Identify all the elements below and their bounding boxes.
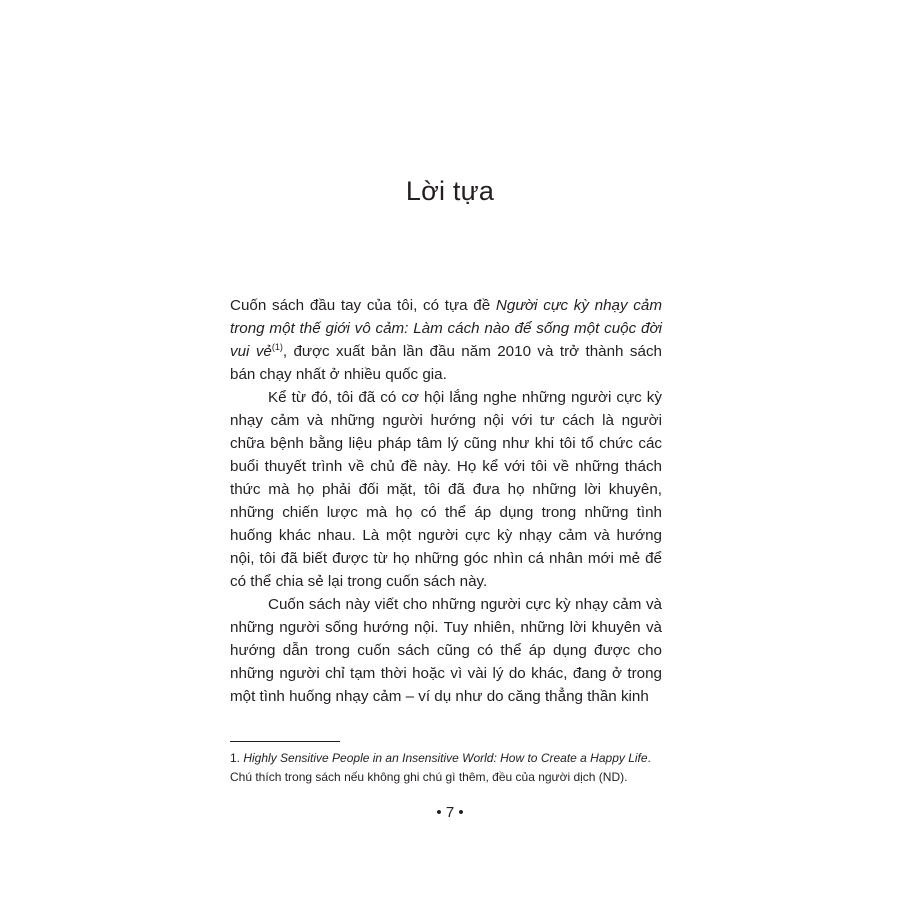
- paragraph-2: Kể từ đó, tôi đã có cơ hội lắng nghe những người cực kỳ nhạy cảm và những người hướng nội với tư cách là người chữa bệnh bằng liệu pháp tâm lý cũng như khi tôi tổ chức các buổi thuyết trình về chủ đề này. Họ kể với tôi về những thách thức mà họ phải đối mặt, tôi đã đưa họ những lời khuyên, những chiến lược mà họ có thể áp dụng trong những tình huống khác nhau. Là một người cực kỳ nhạy cảm và hướng nội, tôi đã biết được từ họ những góc nhìn cá nhân mới mẻ để có thể chia sẻ lại trong cuốn sách này.: [230, 389, 662, 590]
- paragraph-3: Cuốn sách này viết cho những người cực kỳ nhạy cảm và những người sống hướng nội. Tuy nhiên, những lời khuyên và hướng dẫn trong cuốn sách cũng có thể áp dụng được cho những người chỉ tạm thời hoặc vì vài lý do khác, đang ở trong một tình huống nhạy cảm – ví dụ như do căng thẳng thần kinh: [230, 596, 662, 705]
- footnote-line-2: Chú thích trong sách nếu không ghi chú gì thêm, đều của người dịch (ND).: [230, 770, 628, 784]
- footnote-english-title: Highly Sensitive People in an Insensitive World: How to Create a Happy Life: [243, 751, 648, 765]
- body-text: [230, 294, 662, 708]
- book-title-italic: Người cực kỳ nhạy cảm trong một thế giới vô cảm: Làm cách nào để sống một cuộc đời vui vẻ: [230, 297, 662, 360]
- footnote-divider: [230, 741, 340, 742]
- footnote-period: .: [647, 751, 651, 765]
- footnote-reference: (1): [271, 341, 283, 352]
- footnote-number: 1.: [230, 751, 244, 765]
- paragraph-1: [230, 294, 662, 386]
- page-number: • 7 •: [436, 804, 464, 821]
- footnote: [230, 749, 670, 787]
- paragraph-1-tail: , được xuất bản lần đầu năm 2010 và trở thành sách bán chạy nhất ở nhiều quốc gia.: [230, 343, 662, 383]
- footnote-line-1: [230, 749, 670, 768]
- paragraph-1-lead: Cuốn sách đầu tay của tôi, có tựa đề: [230, 297, 496, 314]
- chapter-title: Lời tựa: [405, 176, 495, 207]
